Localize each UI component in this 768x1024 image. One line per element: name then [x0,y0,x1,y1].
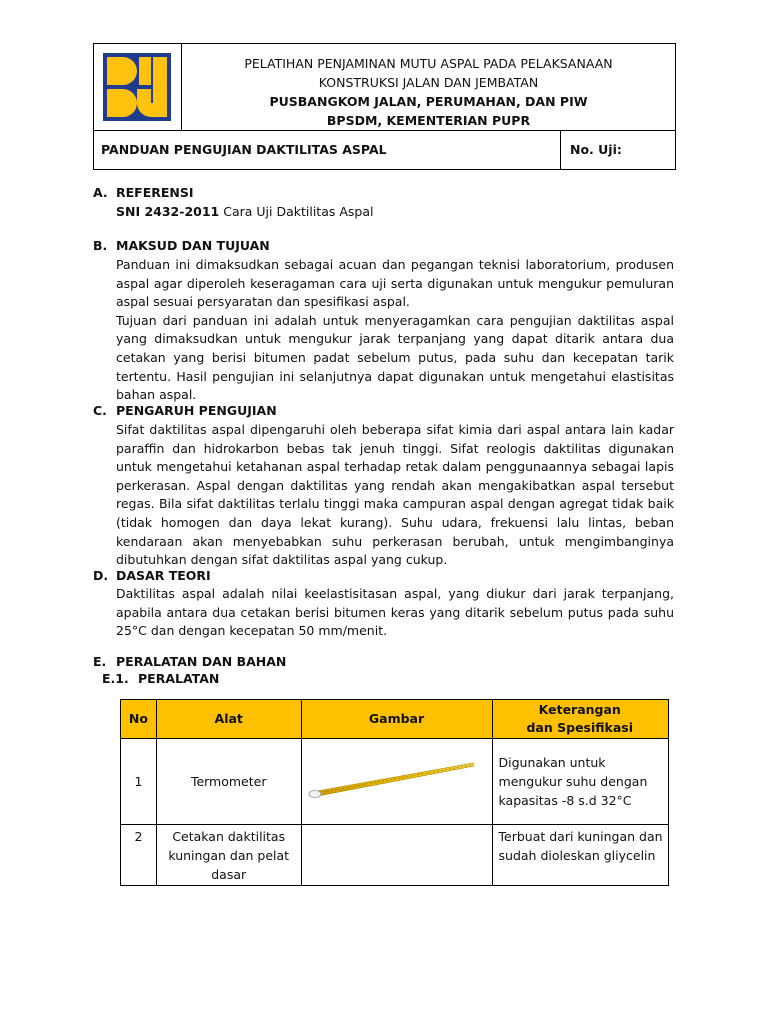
reference-code: SNI 2432-2011 [116,204,220,219]
header-keterangan-line-2: dan Spesifikasi [526,720,634,735]
section-b-paragraph-2: Tujuan dari panduan ini adalah untuk menyeragamkan cara pengujian daktilitas aspal yang dimaksudkan untuk mengukur jarak terpanjang yang dapat ditarik antara dua cetakan yang berisi bitumen padat sebelum putus, pada suhu dan kecepatan tarik tertentu. Hasil pengujian ini selanjutnya dapat digunakan untuk mengetahui elastisitas bahan aspal. [116,312,674,403]
header-keterangan-line-1: Keterangan [538,702,621,717]
title-line-3: PUSBANGKOM JALAN, PERUMAHAN, DAN PIW [269,94,588,109]
row-2-gambar [301,825,492,886]
logo-cell [94,44,182,130]
header-gambar: Gambar [301,700,492,739]
subsection-e1-heading [102,670,219,688]
title-line-4: BPSDM, KEMENTERIAN PUPR [326,113,531,128]
section-a-title: REFERENSI [116,185,194,200]
section-b-heading [93,237,270,255]
reference-text: Cara Uji Daktilitas Aspal [219,204,374,219]
header-no: No [121,700,157,739]
table-row [121,739,669,825]
row-1-no: 1 [121,739,157,825]
section-d-letter: D. [93,568,109,583]
table-row [121,825,669,886]
header-title [182,44,675,130]
section-e-heading [93,653,286,671]
section-d-body [116,585,674,641]
section-b-letter: B. [93,238,108,253]
section-b-body [116,256,674,405]
section-b-paragraph-1: Panduan ini dimaksudkan sebagai acuan dan pegangan teknisi laboratorium, produsen aspal agar diperoleh keseragaman cara uji serta digunakan untuk mengukur pemuluran aspal sesuai persyaratan dan spesifikasi aspal. [116,257,674,310]
section-c-letter: C. [93,403,107,418]
section-d-heading [93,567,211,585]
section-c-title: PENGARUH PENGUJIAN [116,403,277,418]
document-header [93,43,676,170]
section-e-letter: E. [93,654,107,669]
section-e-title: PERALATAN DAN BAHAN [116,654,287,669]
guide-title: PANDUAN PENGUJIAN DAKTILITAS ASPAL [94,131,561,169]
section-d-paragraph-1: Daktilitas aspal adalah nilai keelastisitasan aspal, yang diukur dari jarak terpanjang, apabila antara dua cetakan berisi bitumen keras yang ditarik sebelum putus pada suhu 25°C dan dengan kecepatan 50 mm/menit. [116,586,674,639]
row-2-alat: Cetakan daktilitas kuningan dan pelat dasar [156,825,301,886]
row-1-alat: Termometer [156,739,301,825]
no-uji-label: No. Uji: [570,142,622,157]
thermometer-icon [303,749,491,809]
pupr-logo-icon [103,53,171,121]
section-b-title: MAKSUD DAN TUJUAN [116,238,270,253]
row-1-keterangan: Digunakan untuk mengukur suhu dengan kapasitas -8 s.d 32°C [492,739,668,825]
title-line-1: PELATIHAN PENJAMINAN MUTU ASPAL PADA PELAKSANAAN [244,56,613,71]
row-2-no: 2 [121,825,157,886]
subsection-e1-title: PERALATAN [138,671,220,686]
section-c-paragraph-1: Sifat daktilitas aspal dipengaruhi oleh beberapa sifat kimia dari aspal antara lain kadar paraffin dan hidrokarbon bebas tak jenuh tinggi. Sifat reologis daktilitas digunakan untuk mengetahui ketahanan aspal terhadap retak dalam penggunaannya sebagai lapis perkerasan. Aspal dengan daktilitas yang rendah akan mengakibatkan aspal tersebut regas. Bila sifat daktilitas terlalu tinggi maka campuran aspal dengan agregat tidak baik (tidak homogen dan daya lekat kurang). Suhu udara, frekuensi lalu lintas, beban kendaraan akan menyebabkan suhu perkerasan berubah, untuk mengimbanginya dibutuhkan dengan sifat daktilitas aspal yang cukup. [116,422,674,568]
header-keterangan [492,700,668,739]
section-a-letter: A. [93,185,108,200]
title-line-2: KONSTRUKSI JALAN DAN JEMBATAN [318,75,539,90]
header-alat: Alat [156,700,301,739]
row-1-gambar [301,739,492,825]
section-d-title: DASAR TEORI [116,568,211,583]
subsection-e1-number: E.1. [102,671,129,686]
equipment-table [120,699,669,886]
header-title-row [94,44,675,131]
section-c-body [116,421,674,570]
reference-line [116,203,373,221]
header-guide-row [94,131,675,169]
row-2-keterangan: Terbuat dari kuningan dan sudah dioleskan gliycelin [492,825,668,886]
table-header-row [121,700,669,739]
section-a-heading [93,184,194,202]
section-c-heading [93,402,277,420]
